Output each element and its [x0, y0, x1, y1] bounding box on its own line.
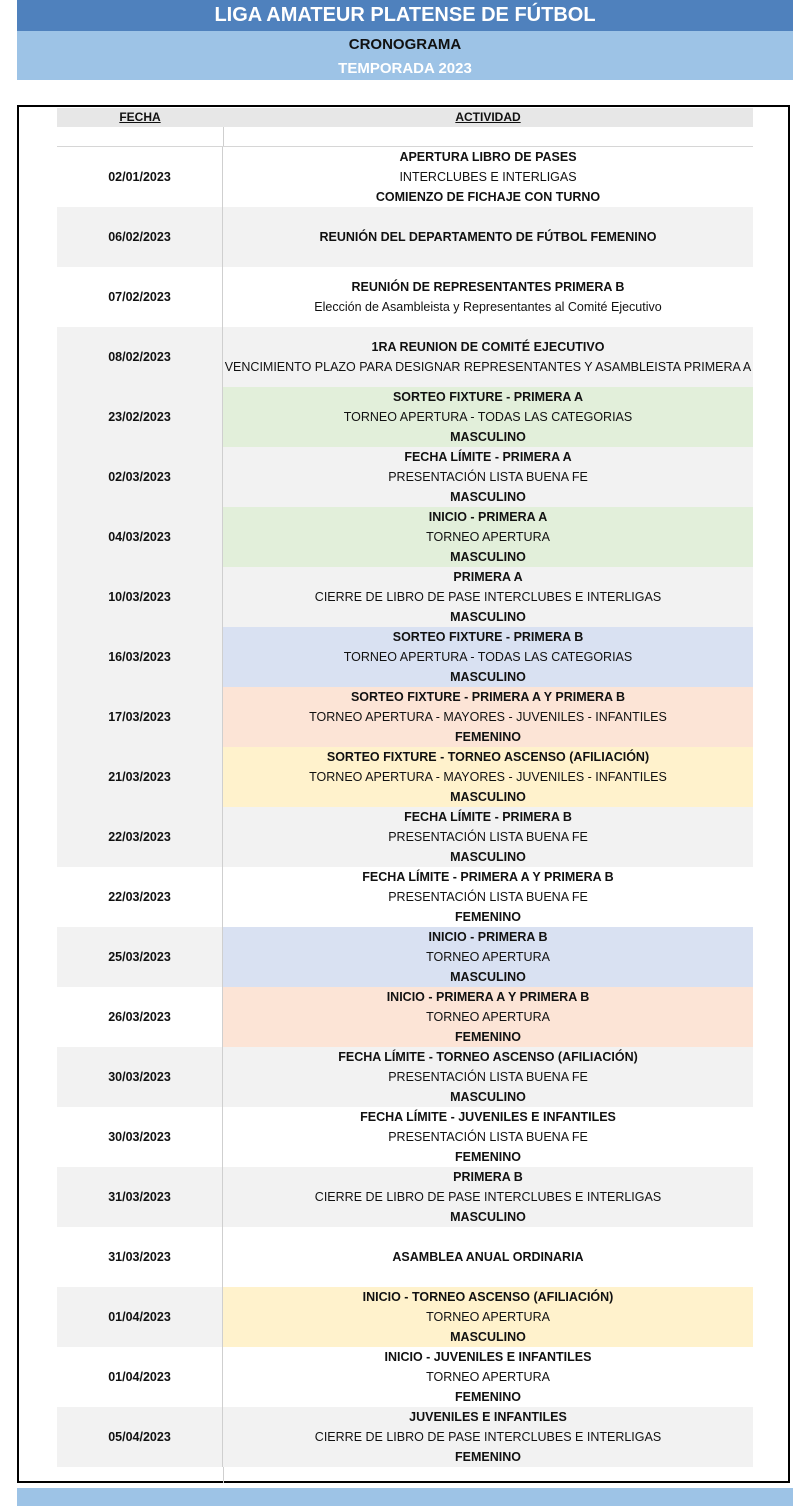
activity-line: JUVENILES E INFANTILES [409, 1410, 567, 1424]
activity-cell [223, 627, 753, 687]
table-row [57, 507, 753, 567]
table-header [57, 108, 753, 127]
table-row [57, 627, 753, 687]
date-cell: 25/03/2023 [57, 927, 223, 987]
activity-line: REUNIÓN DE REPRESENTANTES PRIMERA B [351, 280, 625, 294]
activity-cell [223, 927, 753, 987]
activity-line: FECHA LÍMITE - PRIMERA B [404, 810, 572, 824]
date-cell: 26/03/2023 [57, 987, 223, 1047]
date-cell: 10/03/2023 [57, 567, 223, 627]
activity-line: FEMENINO [455, 910, 521, 924]
activity-line: TORNEO APERTURA [426, 530, 550, 544]
table-row [57, 687, 753, 747]
activity-line: TORNEO APERTURA [426, 1370, 550, 1384]
activity-cell [223, 147, 753, 207]
table-row [57, 867, 753, 927]
table-row [57, 1107, 753, 1167]
activity-line: FECHA LÍMITE - PRIMERA A Y PRIMERA B [362, 870, 614, 884]
table-row [57, 1287, 753, 1347]
activity-cell [223, 687, 753, 747]
activity-line: APERTURA LIBRO DE PASES [399, 150, 577, 164]
table-row [57, 387, 753, 447]
activity-cell [223, 387, 753, 447]
activity-cell [223, 747, 753, 807]
activity-cell [223, 447, 753, 507]
activity-line: MASCULINO [450, 430, 526, 444]
date-cell: 16/03/2023 [57, 627, 223, 687]
activity-cell [223, 207, 753, 267]
activity-cell [223, 1227, 753, 1287]
activity-line: INICIO - JUVENILES E INFANTILES [384, 1350, 592, 1364]
season-label: TEMPORADA 2023 [17, 59, 793, 80]
activity-line: MASCULINO [450, 850, 526, 864]
activity-line: TORNEO APERTURA - TODAS LAS CATEGORIAS [343, 410, 633, 424]
activity-line: TORNEO APERTURA - MAYORES - JUVENILES - INFANTILES [309, 770, 667, 784]
activity-line: TORNEO APERTURA [426, 950, 550, 964]
activity-line: MASCULINO [450, 790, 526, 804]
activity-line: TORNEO APERTURA [426, 1310, 550, 1324]
activity-line: COMIENZO DE FICHAJE CON TURNO [375, 190, 601, 204]
footer-bar [17, 1488, 793, 1506]
activity-line: SORTEO FIXTURE - PRIMERA B [392, 630, 584, 644]
date-cell: 02/03/2023 [57, 447, 223, 507]
activity-line: REUNIÓN DEL DEPARTAMENTO DE FÚTBOL FEMENINO [319, 230, 657, 244]
date-cell: 22/03/2023 [57, 807, 223, 867]
date-cell: 21/03/2023 [57, 747, 223, 807]
activity-cell [223, 1107, 753, 1167]
activity-cell [223, 327, 753, 387]
activity-line: FEMENINO [455, 1390, 521, 1404]
table-row [57, 1347, 753, 1407]
date-cell: 22/03/2023 [57, 867, 223, 927]
table-row [57, 927, 753, 987]
activity-cell [223, 807, 753, 867]
activity-cell [223, 1407, 753, 1467]
column-header-activity: ACTIVIDAD [455, 110, 521, 124]
activity-line: CIERRE DE LIBRO DE PASE INTERCLUBES E INTERLIGAS [314, 590, 662, 604]
activity-line: MASCULINO [450, 490, 526, 504]
activity-line: SORTEO FIXTURE - PRIMERA A [392, 390, 584, 404]
activity-line: CIERRE DE LIBRO DE PASE INTERCLUBES E INTERLIGAS [314, 1430, 662, 1444]
table-row [57, 1227, 753, 1287]
activity-line: SORTEO FIXTURE - TORNEO ASCENSO (AFILIACIÓN) [326, 750, 650, 764]
date-cell: 30/03/2023 [57, 1047, 223, 1107]
activity-line: MASCULINO [450, 1330, 526, 1344]
date-cell: 31/03/2023 [57, 1167, 223, 1227]
activity-line: FECHA LÍMITE - JUVENILES E INFANTILES [360, 1110, 616, 1124]
table-row [57, 1167, 753, 1227]
activity-cell [223, 987, 753, 1047]
activity-line: MASCULINO [450, 610, 526, 624]
activity-line: FEMENINO [455, 730, 521, 744]
activity-line: VENCIMIENTO PLAZO PARA DESIGNAR REPRESENTANTES Y ASAMBLEISTA PRIMERA A [224, 360, 752, 374]
activity-line: ASAMBLEA ANUAL ORDINARIA [392, 1250, 584, 1264]
table-row [57, 447, 753, 507]
date-cell: 01/04/2023 [57, 1347, 223, 1407]
date-cell: 01/04/2023 [57, 1287, 223, 1347]
date-cell: 08/02/2023 [57, 327, 223, 387]
table-row [57, 747, 753, 807]
date-cell: 07/02/2023 [57, 267, 223, 327]
activity-line: PRIMERA A [453, 570, 523, 584]
table-row [57, 207, 753, 267]
date-cell: 23/02/2023 [57, 387, 223, 447]
activity-line: FEMENINO [455, 1450, 521, 1464]
activity-line: INICIO - TORNEO ASCENSO (AFILIACIÓN) [362, 1290, 614, 1304]
date-cell: 06/02/2023 [57, 207, 223, 267]
activity-cell [223, 1047, 753, 1107]
activity-line: TORNEO APERTURA - MAYORES - JUVENILES - INFANTILES [309, 710, 667, 724]
activity-line: 1RA REUNION DE COMITÉ EJECUTIVO [371, 340, 605, 354]
activity-cell [223, 1287, 753, 1347]
schedule-table [57, 147, 753, 1467]
activity-line: TORNEO APERTURA - TODAS LAS CATEGORIAS [343, 650, 633, 664]
table-row [57, 1047, 753, 1107]
activity-line: FECHA LÍMITE - TORNEO ASCENSO (AFILIACIÓN) [338, 1050, 638, 1064]
activity-line: CIERRE DE LIBRO DE PASE INTERCLUBES E INTERLIGAS [314, 1190, 662, 1204]
table-row [57, 807, 753, 867]
column-divider [223, 127, 224, 146]
activity-line: INTERCLUBES E INTERLIGAS [399, 170, 577, 184]
activity-line: MASCULINO [450, 1210, 526, 1224]
activity-line: MASCULINO [450, 1090, 526, 1104]
activity-cell [223, 867, 753, 927]
activity-line: PRESENTACIÓN LISTA BUENA FE [388, 830, 588, 844]
activity-line: FEMENINO [455, 1030, 521, 1044]
activity-cell [223, 267, 753, 327]
activity-line: SORTEO FIXTURE - PRIMERA A Y PRIMERA B [350, 690, 626, 704]
table-row [57, 267, 753, 327]
activity-line: PRESENTACIÓN LISTA BUENA FE [388, 470, 588, 484]
activity-line: MASCULINO [450, 970, 526, 984]
table-row [57, 987, 753, 1047]
page-title: LIGA AMATEUR PLATENSE DE FÚTBOL [17, 0, 793, 31]
activity-line: PRIMERA B [453, 1170, 523, 1184]
activity-line: PRESENTACIÓN LISTA BUENA FE [388, 890, 588, 904]
date-cell: 17/03/2023 [57, 687, 223, 747]
table-row [57, 327, 753, 387]
column-divider [223, 1467, 224, 1483]
activity-line: INICIO - PRIMERA A [428, 510, 548, 524]
activity-line: Elección de Asambleista y Representantes al Comité Ejecutivo [314, 300, 662, 314]
activity-line: MASCULINO [450, 550, 526, 564]
table-row [57, 147, 753, 207]
date-cell: 30/03/2023 [57, 1107, 223, 1167]
activity-cell [223, 567, 753, 627]
date-cell: 05/04/2023 [57, 1407, 223, 1467]
activity-line: FEMENINO [455, 1150, 521, 1164]
page-subtitle: CRONOGRAMA [17, 31, 793, 59]
activity-cell [223, 1347, 753, 1407]
column-header-date: FECHA [119, 110, 161, 124]
activity-line: FECHA LÍMITE - PRIMERA A [404, 450, 572, 464]
activity-line: INICIO - PRIMERA B [428, 930, 548, 944]
activity-line: PRESENTACIÓN LISTA BUENA FE [388, 1070, 588, 1084]
activity-line: TORNEO APERTURA [426, 1010, 550, 1024]
activity-line: MASCULINO [450, 670, 526, 684]
activity-line: INICIO - PRIMERA A Y PRIMERA B [386, 990, 590, 1004]
activity-cell [223, 507, 753, 567]
activity-line: PRESENTACIÓN LISTA BUENA FE [388, 1130, 588, 1144]
table-row [57, 1407, 753, 1467]
date-cell: 02/01/2023 [57, 147, 223, 207]
activity-cell [223, 1167, 753, 1227]
table-row [57, 567, 753, 627]
date-cell: 31/03/2023 [57, 1227, 223, 1287]
date-cell: 04/03/2023 [57, 507, 223, 567]
